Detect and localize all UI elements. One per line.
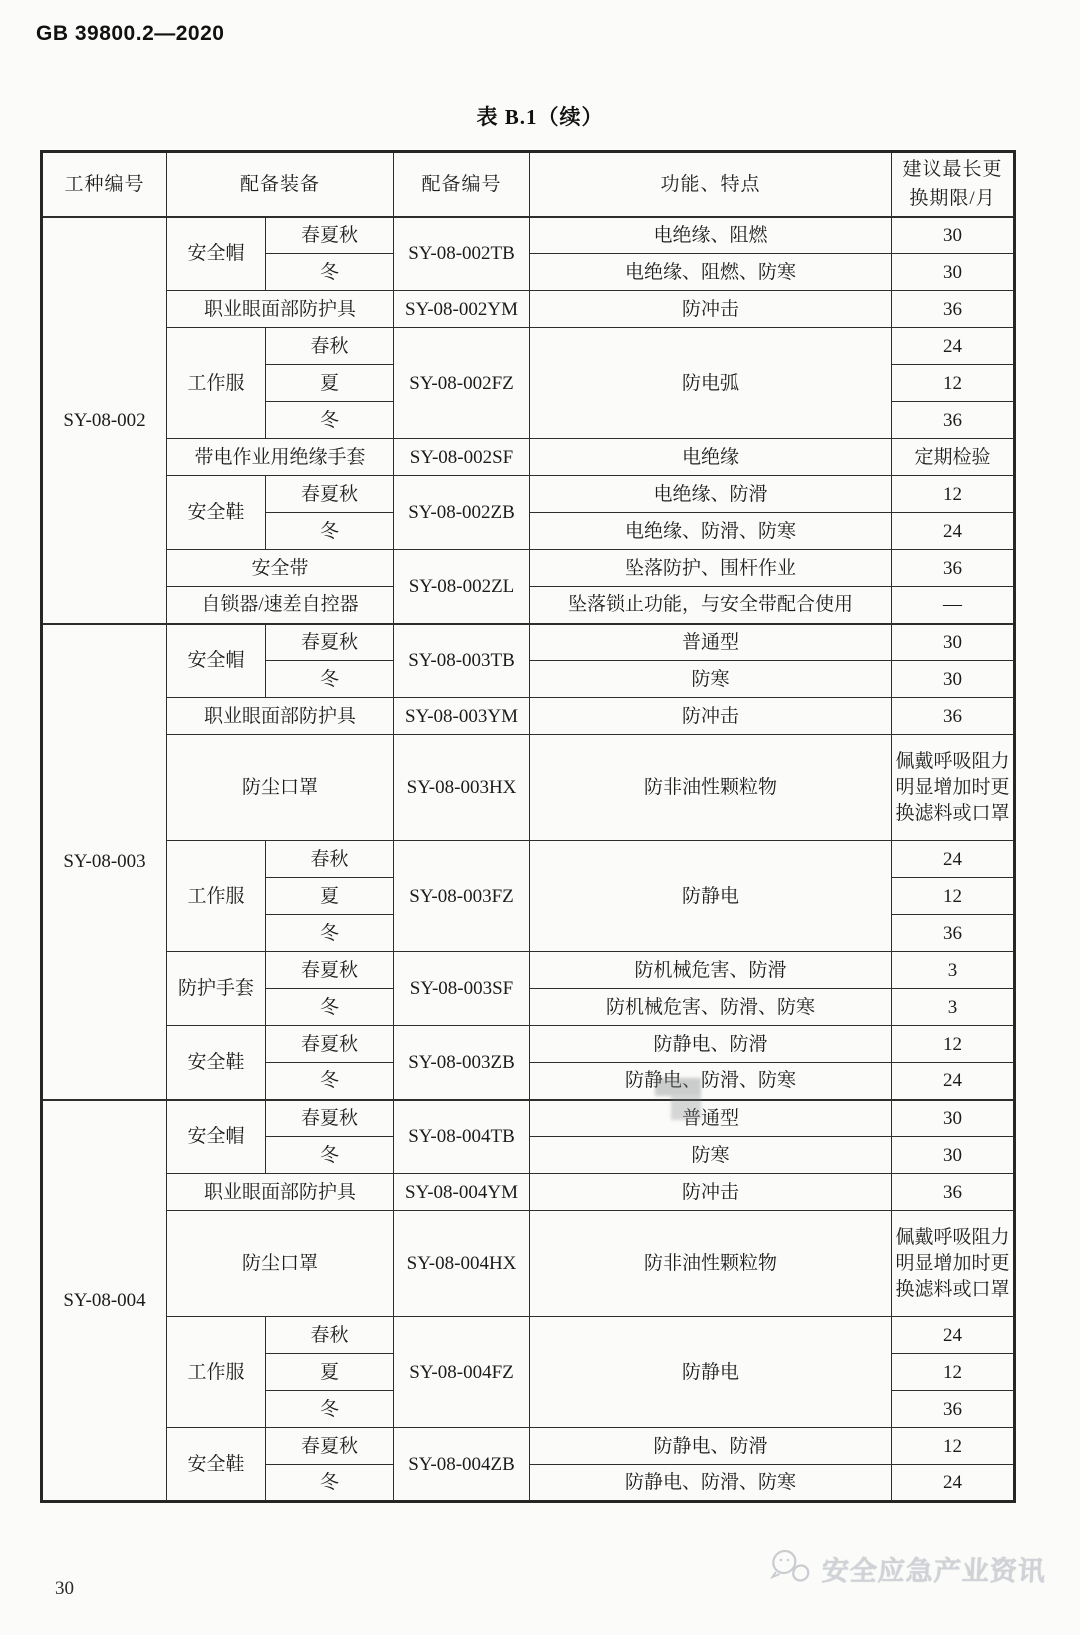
cell-equipment-name: 职业眼面部防护具 [167,698,394,735]
cell-period: 36 [892,915,1015,952]
cell-function: 防电弧 [530,328,892,439]
cell-period: 佩戴呼吸阻力明显增加时更换滤料或口罩 [892,735,1015,841]
cell-period: 24 [892,513,1015,550]
cell-function: 防静电 [530,1317,892,1428]
cell-equipment-name: 工作服 [167,841,266,952]
cell-season: 夏 [266,365,394,402]
cell-period: 30 [892,217,1015,254]
table-row [42,328,1015,365]
ppe-equipment-table [40,150,1016,1503]
table-row [42,476,1015,513]
cell-code: SY-08-004TB [394,1100,530,1174]
cell-function: 防机械危害、防滑、防寒 [530,989,892,1026]
cell-function: 防静电、防滑、防寒 [530,1465,892,1502]
cell-period: 30 [892,254,1015,291]
cell-period: 36 [892,1391,1015,1428]
cell-season: 春夏秋 [266,476,394,513]
watermark [767,1548,1047,1588]
cell-season: 冬 [266,1137,394,1174]
cell-equipment-name: 安全带 [167,550,394,587]
cell-code: SY-08-004FZ [394,1317,530,1428]
cell-code: SY-08-003SF [394,952,530,1026]
cell-period: 12 [892,1428,1015,1465]
cell-function: 电绝缘、阻燃、防寒 [530,254,892,291]
cell-equipment-name: 安全鞋 [167,1026,266,1100]
cell-season: 冬 [266,1391,394,1428]
header-equipment-code: 配备编号 [394,152,530,217]
table-row [42,841,1015,878]
table-row [42,698,1015,735]
cell-period: 定期检验 [892,439,1015,476]
cell-season: 冬 [266,661,394,698]
cell-season: 春夏秋 [266,1428,394,1465]
cell-function: 防机械危害、防滑 [530,952,892,989]
cell-period: 12 [892,476,1015,513]
cell-season: 春秋 [266,841,394,878]
cell-job-code: SY-08-002 [42,217,167,624]
cell-code: SY-08-003FZ [394,841,530,952]
cell-season: 春夏秋 [266,1100,394,1137]
cell-season: 春夏秋 [266,217,394,254]
cell-period: 36 [892,291,1015,328]
cell-function: 电绝缘、防滑 [530,476,892,513]
cell-period: 12 [892,1026,1015,1063]
cell-period: 24 [892,1465,1015,1502]
cell-season: 冬 [266,402,394,439]
cell-period: 佩戴呼吸阻力明显增加时更换滤料或口罩 [892,1211,1015,1317]
table-row [42,439,1015,476]
cell-function: 防静电 [530,841,892,952]
cell-equipment-name: 工作服 [167,328,266,439]
header-period-line2: 换期限/月 [909,188,996,210]
header-job-code: 工种编号 [42,152,167,217]
cell-code: SY-08-003TB [394,624,530,698]
cell-period: 30 [892,661,1015,698]
cell-period: 36 [892,698,1015,735]
cell-equipment-name: 职业眼面部防护具 [167,1174,394,1211]
cell-period: 24 [892,1317,1015,1354]
cell-season: 冬 [266,1063,394,1100]
cell-period: 36 [892,402,1015,439]
table-row [42,217,1015,254]
cell-equipment-name: 安全帽 [167,217,266,291]
cell-function: 坠落锁止功能，与安全带配合使用 [530,587,892,624]
cell-code: SY-08-003YM [394,698,530,735]
cell-job-code: SY-08-003 [42,624,167,1100]
cell-period: 30 [892,1137,1015,1174]
cell-period: 24 [892,1063,1015,1100]
cell-equipment-name: 安全鞋 [167,476,266,550]
cell-code: SY-08-002ZB [394,476,530,550]
cell-period: 12 [892,365,1015,402]
table-row [42,550,1015,587]
header-features: 功能、特点 [530,152,892,217]
header-period [892,152,1015,217]
cell-period: 3 [892,989,1015,1026]
cell-period: 30 [892,624,1015,661]
cell-equipment-name: 带电作业用绝缘手套 [167,439,394,476]
cell-season: 春夏秋 [266,624,394,661]
cell-period: 12 [892,878,1015,915]
cell-function: 防冲击 [530,1174,892,1211]
cell-period: 12 [892,1354,1015,1391]
document-code: GB 39800.2—2020 [36,22,225,45]
cell-code: SY-08-003HX [394,735,530,841]
cell-code: SY-08-002ZL [394,550,530,624]
cell-equipment-name: 防尘口罩 [167,735,394,841]
table-row [42,1100,1015,1137]
cell-season: 冬 [266,1465,394,1502]
cell-function: 坠落防护、围杆作业 [530,550,892,587]
cell-function: 防静电、防滑 [530,1026,892,1063]
cell-function: 防冲击 [530,698,892,735]
cell-function: 防寒 [530,1137,892,1174]
cell-equipment-name: 防尘口罩 [167,1211,394,1317]
cell-period: 24 [892,328,1015,365]
header-equipment: 配备装备 [167,152,394,217]
cell-equipment-name: 自锁器/速差自控器 [167,587,394,624]
cell-code: SY-08-002SF [394,439,530,476]
cell-season: 夏 [266,878,394,915]
table-row [42,291,1015,328]
cell-season: 春夏秋 [266,952,394,989]
cell-equipment-name: 防护手套 [167,952,266,1026]
cell-function: 电绝缘 [530,439,892,476]
table-row [42,735,1015,841]
cell-season: 冬 [266,989,394,1026]
cell-period: 3 [892,952,1015,989]
cell-season: 冬 [266,915,394,952]
cell-function: 电绝缘、防滑、防寒 [530,513,892,550]
cell-code: SY-08-004YM [394,1174,530,1211]
table-row [42,1428,1015,1465]
cell-period: 36 [892,550,1015,587]
cell-function: 防静电、防滑 [530,1428,892,1465]
table-header-row [42,152,1015,217]
cell-season: 冬 [266,513,394,550]
cell-code: SY-08-002TB [394,217,530,291]
cell-function: 防寒 [530,661,892,698]
cell-equipment-name: 安全帽 [167,1100,266,1174]
cell-function: 防非油性颗粒物 [530,1211,892,1317]
table-row [42,1026,1015,1063]
cell-equipment-name: 安全鞋 [167,1428,266,1502]
table-row [42,1174,1015,1211]
cell-code: SY-08-004HX [394,1211,530,1317]
header-period-line1: 建议最长更 [902,159,1003,180]
table-title: 表 B.1（续） [476,105,604,129]
table-row [42,624,1015,661]
cell-function: 普通型 [530,624,892,661]
cell-period: 36 [892,1174,1015,1211]
cell-period: — [892,587,1015,624]
cell-function: 防非油性颗粒物 [530,735,892,841]
cell-job-code: SY-08-004 [42,1100,167,1502]
cell-code: SY-08-002FZ [394,328,530,439]
table-row [42,1211,1015,1317]
table-row [42,952,1015,989]
cell-season: 冬 [266,254,394,291]
cell-equipment-name: 工作服 [167,1317,266,1428]
cell-period: 30 [892,1100,1015,1137]
cell-function: 防静电、防滑、防寒 [530,1063,892,1100]
wechat-bubbles-icon [767,1548,815,1588]
cell-season: 春夏秋 [266,1026,394,1063]
cell-function: 电绝缘、阻燃 [530,217,892,254]
cell-code: SY-08-002YM [394,291,530,328]
table-row [42,1317,1015,1354]
cell-season: 春秋 [266,328,394,365]
cell-season: 夏 [266,1354,394,1391]
cell-function: 防冲击 [530,291,892,328]
cell-equipment-name: 安全帽 [167,624,266,698]
cell-period: 24 [892,841,1015,878]
page-number: 30 [55,1578,74,1599]
cell-code: SY-08-004ZB [394,1428,530,1502]
cell-function: 普通型 [530,1100,892,1137]
cell-equipment-name: 职业眼面部防护具 [167,291,394,328]
watermark-text: 安全应急产业资讯 [821,1555,1047,1586]
cell-season: 春秋 [266,1317,394,1354]
cell-code: SY-08-003ZB [394,1026,530,1100]
